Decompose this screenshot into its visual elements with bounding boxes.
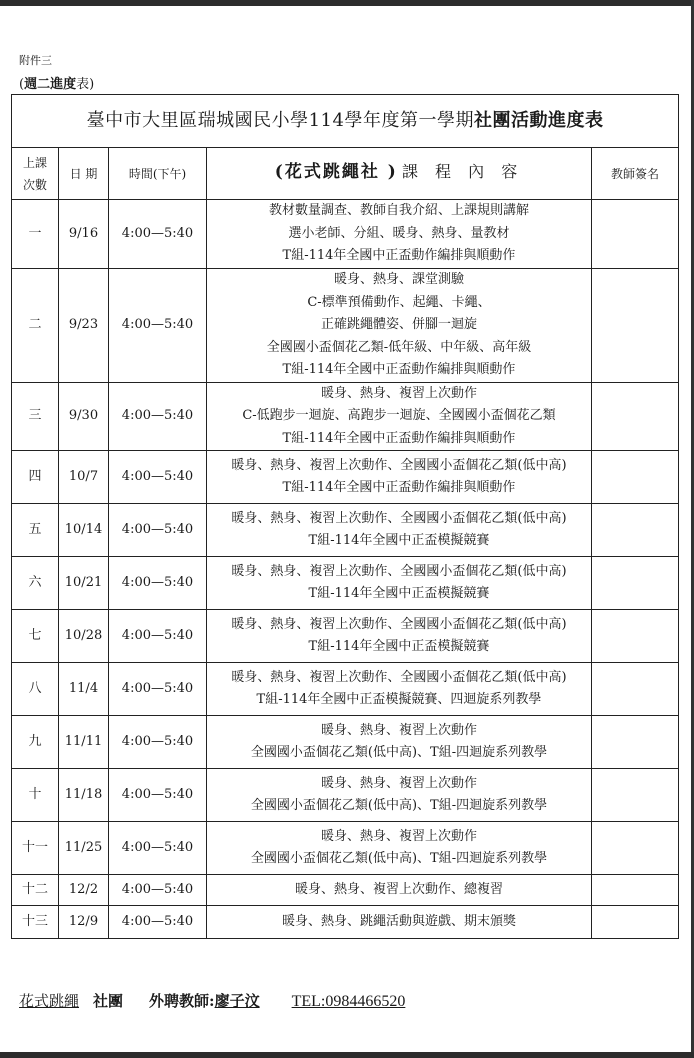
session-number: 十 [12,769,59,822]
session-number: 十一 [12,822,59,875]
header-content [207,148,592,200]
header-sign: 教師簽名 [592,148,679,200]
content-line: 全國國小盃個花乙類(低中高)、T組-四迴旋系列教學 [250,798,548,813]
content-line: 正確跳繩體姿、併腳一迴旋 [320,317,477,332]
content-line: T組-114年全國中正盃動作編排與順動作 [282,248,516,264]
table-row [12,557,679,610]
content-line: 暖身、熱身、複習上次動作、全國國小盃個花乙類(低中高) [231,616,567,632]
footer-teacher-label: 外聘教師: [149,992,215,1010]
teacher-signature-cell [592,382,679,451]
header-row [12,148,679,200]
session-time: 4:00—5:40 [109,504,207,557]
session-content [207,769,592,822]
session-content [207,451,592,504]
header-session [12,148,59,200]
session-number: 二 [12,269,59,383]
header-session-line1: 上課 [22,155,47,170]
session-date: 11/25 [59,822,109,875]
content-line: 全國國小盃個花乙類(低中高)、T組-四迴旋系列教學 [250,851,548,866]
session-content [207,504,592,557]
teacher-signature-cell [592,716,679,769]
header-club-name: (花式跳繩社 ) [274,162,398,183]
teacher-signature-cell [592,269,679,383]
session-time: 4:00—5:40 [109,769,207,822]
session-date: 10/14 [59,504,109,557]
content-line: 暖身、熱身、複習上次動作、全國國小盃個花乙類(低中高) [231,563,567,579]
content-line: T組-114年全國中正盃動作編排與順動作 [282,362,516,377]
content-line: C-標準預備動作、起繩、卡繩、 [307,294,491,310]
content-line: 暖身、熱身、複習上次動作 [320,385,477,401]
footer-club-suffix: 社團 [93,992,124,1010]
session-content [207,200,592,269]
session-time: 4:00—5:40 [109,200,207,269]
teacher-signature-cell [592,875,679,906]
subtitle-open: ( [19,77,25,92]
footer [19,990,405,1011]
content-line: 暖身、熱身、課堂測驗 [333,272,464,287]
table-row [12,504,679,557]
session-time: 4:00—5:40 [109,716,207,769]
table-row [12,269,679,383]
header-date: 日 期 [59,148,109,200]
session-number: 七 [12,610,59,663]
session-number: 六 [12,557,59,610]
session-time: 4:00—5:40 [109,875,207,906]
content-line: 暖身、熱身、複習上次動作、全國國小盃個花乙類(低中高) [231,457,567,473]
content-line: 暖身、熱身、複習上次動作、全國國小盃個花乙類(低中高) [231,510,567,526]
session-number: 五 [12,504,59,557]
session-content [207,269,592,383]
session-time: 4:00—5:40 [109,557,207,610]
session-date: 9/23 [59,269,109,383]
session-number: 一 [12,200,59,269]
session-date: 11/11 [59,716,109,769]
content-line: 教材數量調查、教師自我介紹、上課規則講解 [268,203,529,219]
bottom-border [0,1052,694,1058]
content-line: 暖身、熱身、複習上次動作、總複習 [294,881,503,897]
page-title [12,95,679,148]
header-session-line2: 次數 [22,177,47,192]
session-date: 10/21 [59,557,109,610]
session-content [207,822,592,875]
title-bold: 社團活動進度表 [473,109,604,131]
session-content [207,663,592,716]
content-line: T組-114年全國中正盃模擬競賽 [308,586,490,601]
table-row [12,716,679,769]
session-number: 九 [12,716,59,769]
content-line: 暖身、熱身、複習上次動作 [320,722,477,738]
content-line: 暖身、熱身、複習上次動作 [320,828,477,844]
session-content [207,906,592,939]
content-line: 暖身、熱身、跳繩活動與遊戲、期末頒獎 [281,913,516,929]
table-row [12,769,679,822]
session-time: 4:00—5:40 [109,663,207,716]
teacher-signature-cell [592,557,679,610]
footer-club-name: 花式跳繩 [19,992,80,1010]
teacher-signature-cell [592,769,679,822]
session-date: 11/18 [59,769,109,822]
table-row [12,875,679,906]
session-time: 4:00—5:40 [109,610,207,663]
session-content [207,716,592,769]
content-line: 暖身、熱身、複習上次動作 [320,775,477,791]
content-line: 暖身、熱身、複習上次動作、全國國小盃個花乙類(低中高) [231,669,567,685]
table-row [12,382,679,451]
teacher-signature-cell [592,822,679,875]
content-line: T組-114年全國中正盃模擬競賽、四迴旋系列教學 [256,692,542,707]
session-time: 4:00—5:40 [109,822,207,875]
content-line: T組-114年全國中正盃動作編排與順動作 [282,430,516,446]
table-row [12,822,679,875]
session-date: 10/28 [59,610,109,663]
subtitle-bold: 週二進度 [24,77,77,92]
subtitle-rest: 表) [76,77,95,92]
session-number: 八 [12,663,59,716]
table-row [12,451,679,504]
teacher-signature-cell [592,504,679,557]
title-row [12,95,679,148]
session-time: 4:00—5:40 [109,269,207,383]
session-time: 4:00—5:40 [109,451,207,504]
content-line: T組-114年全國中正盃動作編排與順動作 [282,480,516,495]
session-content [207,875,592,906]
schedule-table [11,94,679,939]
content-line: C-低跑步一迴旋、高跑步一迴旋、全國國小盃個花乙類 [242,408,556,423]
table-row [12,663,679,716]
session-content [207,382,592,451]
footer-teacher-name: 廖子汶 [214,992,260,1010]
session-content [207,610,592,663]
session-number: 十三 [12,906,59,939]
content-line: T組-114年全國中正盃模擬競賽 [308,639,490,654]
session-number: 四 [12,451,59,504]
header-content-label: 課 程 內 容 [401,162,524,182]
top-border [0,0,694,6]
table-row [12,610,679,663]
session-date: 9/30 [59,382,109,451]
session-time: 4:00—5:40 [109,906,207,939]
teacher-signature-cell [592,663,679,716]
teacher-signature-cell [592,451,679,504]
schedule-subtitle [19,73,94,92]
session-date: 12/2 [59,875,109,906]
session-time: 4:00—5:40 [109,382,207,451]
table-row [12,200,679,269]
table-row [12,906,679,939]
session-number: 十二 [12,875,59,906]
session-date: 12/9 [59,906,109,939]
content-line: 選小老師、分組、暖身、熱身、量教材 [288,225,510,241]
session-date: 9/16 [59,200,109,269]
title-normal: 臺中市大里區瑞城國民小學114學年度第一學期 [86,109,474,131]
teacher-signature-cell [592,200,679,269]
session-date: 10/7 [59,451,109,504]
annex-label: 附件三 [19,54,52,67]
content-line: T組-114年全國中正盃模擬競賽 [308,533,490,548]
teacher-signature-cell [592,610,679,663]
footer-tel: TEL:0984466520 [291,993,406,1010]
session-content [207,557,592,610]
header-time: 時間(下午) [109,148,207,200]
session-number: 三 [12,382,59,451]
teacher-signature-cell [592,906,679,939]
content-line: 全國國小盃個花乙類(低中高)、T組-四迴旋系列教學 [250,745,548,760]
content-line: 全國國小盃個花乙類-低年級、中年級、高年級 [266,339,532,355]
session-date: 11/4 [59,663,109,716]
